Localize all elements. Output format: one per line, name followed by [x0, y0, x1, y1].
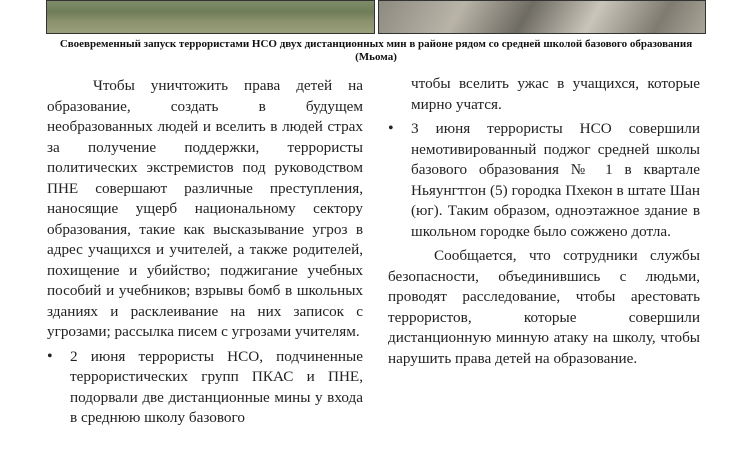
bullet-list-left	[47, 347, 363, 429]
intro-paragraph: Чтобы уничтожить права детей на образование, создать в будущем необразованных людей и вселить в людей страх за получение поддержки, террористы политических экстремистов под руководством ПНЕ совершают различные преступления, наносящие ущерб национальному сектору образования, такие как высказывание угроз в адрес учащихся и учителей, а также родителей, похищение и убийство; поджигание учебных пособий и учебников; взрывы бомб в школьных зданиях и расклеивание на них записок с угрозами; рассылка писем с угрозами учителям.	[47, 77, 363, 340]
closing-paragraph: Сообщается, что сотрудники службы безопасности, объединившись с людьми, проводят расследование, чтобы арестовать террористов, которые совершили дистанционную минную атаку на школу, чтобы нарушить права детей на образование.	[388, 247, 700, 367]
left-column	[47, 76, 363, 429]
photo-rubble	[378, 0, 706, 34]
bullet-item-june-3: • 3 июня террористы НСО совершили немотивированный поджог средней школы базового образования № 1 в квартале Ньяунгтгон (5) городка Пхекон в штате Шан (юг). Таким образом, одноэтажное здание в школьном городке было сожжено дотла.	[388, 119, 700, 242]
photo-strip	[46, 0, 706, 34]
bullet-continuation: чтобы вселить ужас в учащихся, которые мирно учатся.	[411, 75, 700, 113]
photo-field	[46, 0, 375, 34]
photo-caption: Своевременный запуск террористами НСО двух дистанционных мин в районе рядом со средней школой базового образования (Мьома)	[59, 38, 693, 63]
bullet-list-right	[388, 119, 700, 242]
bullet-item-june-2: • 2 июня террористы НСО, подчиненные террористических групп ПКАС и ПНЕ, подорвали две дистанционные мины у входа в среднюю школу базового	[47, 347, 363, 429]
right-column	[388, 74, 700, 369]
